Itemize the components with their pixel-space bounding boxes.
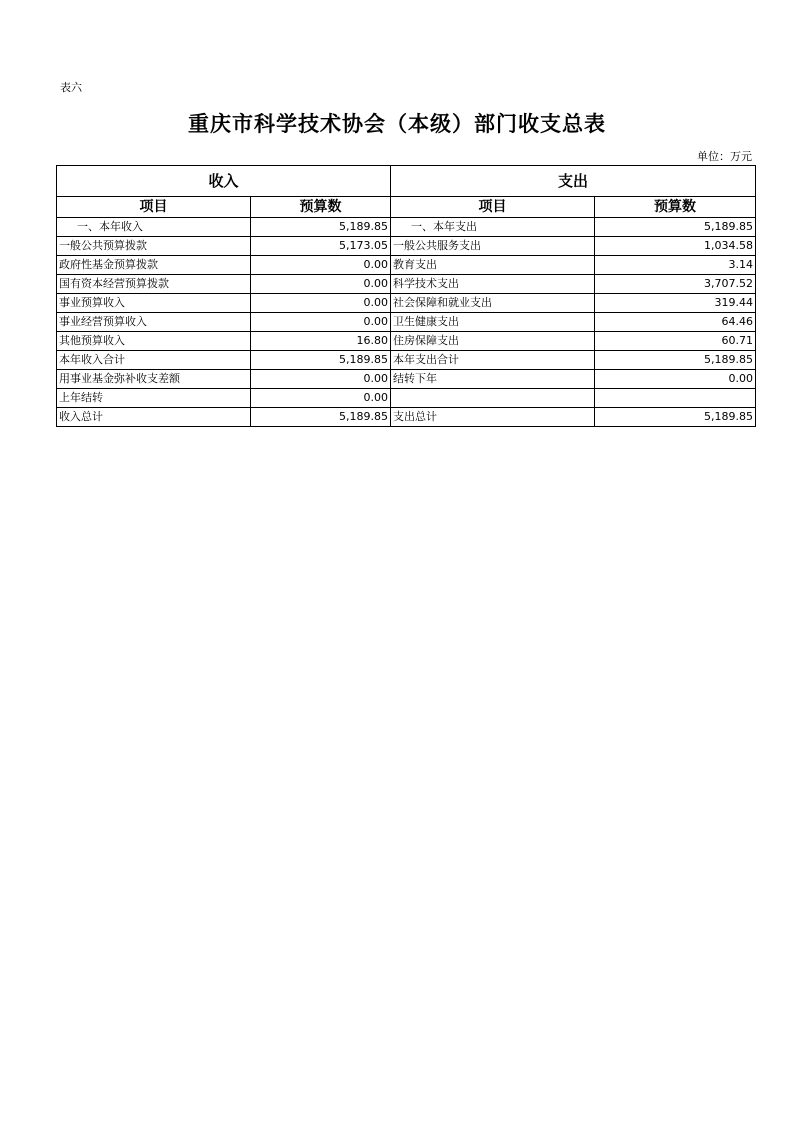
table-row [57, 313, 756, 332]
income-item-header: 项目 [57, 197, 251, 218]
income-value: 0.00 [251, 275, 391, 294]
income-item: 上年结转 [57, 389, 251, 408]
table-row [57, 408, 756, 427]
expense-item: 一、本年支出 [391, 218, 595, 237]
table-row [57, 370, 756, 389]
expense-value: 64.46 [595, 313, 756, 332]
budget-summary-table [56, 165, 756, 427]
income-budget-header: 预算数 [251, 197, 391, 218]
income-item: 事业经营预算收入 [57, 313, 251, 332]
income-value: 5,189.85 [251, 408, 391, 427]
table-row [57, 351, 756, 370]
expense-item: 本年支出合计 [391, 351, 595, 370]
page-title: 重庆市科学技术协会（本级）部门收支总表 [188, 112, 606, 136]
income-section-header: 收入 [57, 166, 391, 197]
table-row [57, 389, 756, 408]
income-value: 16.80 [251, 332, 391, 351]
income-value: 0.00 [251, 313, 391, 332]
expense-item: 教育支出 [391, 256, 595, 275]
table-row [57, 256, 756, 275]
expense-value: 5,189.85 [595, 351, 756, 370]
expense-item-header: 项目 [391, 197, 595, 218]
income-item: 一般公共预算拨款 [57, 237, 251, 256]
table-number: 表六 [60, 81, 82, 94]
column-header-row [57, 197, 756, 218]
expense-item: 支出总计 [391, 408, 595, 427]
expense-value: 0.00 [595, 370, 756, 389]
income-item: 本年收入合计 [57, 351, 251, 370]
income-item: 其他预算收入 [57, 332, 251, 351]
expense-item: 住房保障支出 [391, 332, 595, 351]
income-value: 5,189.85 [251, 218, 391, 237]
table-row [57, 218, 756, 237]
income-value: 5,189.85 [251, 351, 391, 370]
income-item: 国有资本经营预算拨款 [57, 275, 251, 294]
unit-label: 单位：万元 [697, 150, 752, 163]
expense-value [595, 389, 756, 408]
income-item: 用事业基金弥补收支差额 [57, 370, 251, 389]
section-header-row [57, 166, 756, 197]
income-value: 0.00 [251, 294, 391, 313]
expense-item: 结转下年 [391, 370, 595, 389]
income-value: 0.00 [251, 370, 391, 389]
expense-item [391, 389, 595, 408]
expense-value: 3.14 [595, 256, 756, 275]
expense-item: 社会保障和就业支出 [391, 294, 595, 313]
expense-section-header: 支出 [391, 166, 756, 197]
expense-value: 5,189.85 [595, 218, 756, 237]
expense-value: 3,707.52 [595, 275, 756, 294]
expense-value: 60.71 [595, 332, 756, 351]
income-item: 收入总计 [57, 408, 251, 427]
expense-value: 319.44 [595, 294, 756, 313]
table-row [57, 332, 756, 351]
income-item: 一、本年收入 [57, 218, 251, 237]
expense-item: 一般公共服务支出 [391, 237, 595, 256]
expense-item: 卫生健康支出 [391, 313, 595, 332]
income-value: 0.00 [251, 256, 391, 275]
expense-value: 5,189.85 [595, 408, 756, 427]
income-item: 事业预算收入 [57, 294, 251, 313]
expense-value: 1,034.58 [595, 237, 756, 256]
table-row [57, 237, 756, 256]
income-item: 政府性基金预算拨款 [57, 256, 251, 275]
income-value: 5,173.05 [251, 237, 391, 256]
expense-budget-header: 预算数 [595, 197, 756, 218]
income-value: 0.00 [251, 389, 391, 408]
table-row [57, 294, 756, 313]
table-row [57, 275, 756, 294]
expense-item: 科学技术支出 [391, 275, 595, 294]
